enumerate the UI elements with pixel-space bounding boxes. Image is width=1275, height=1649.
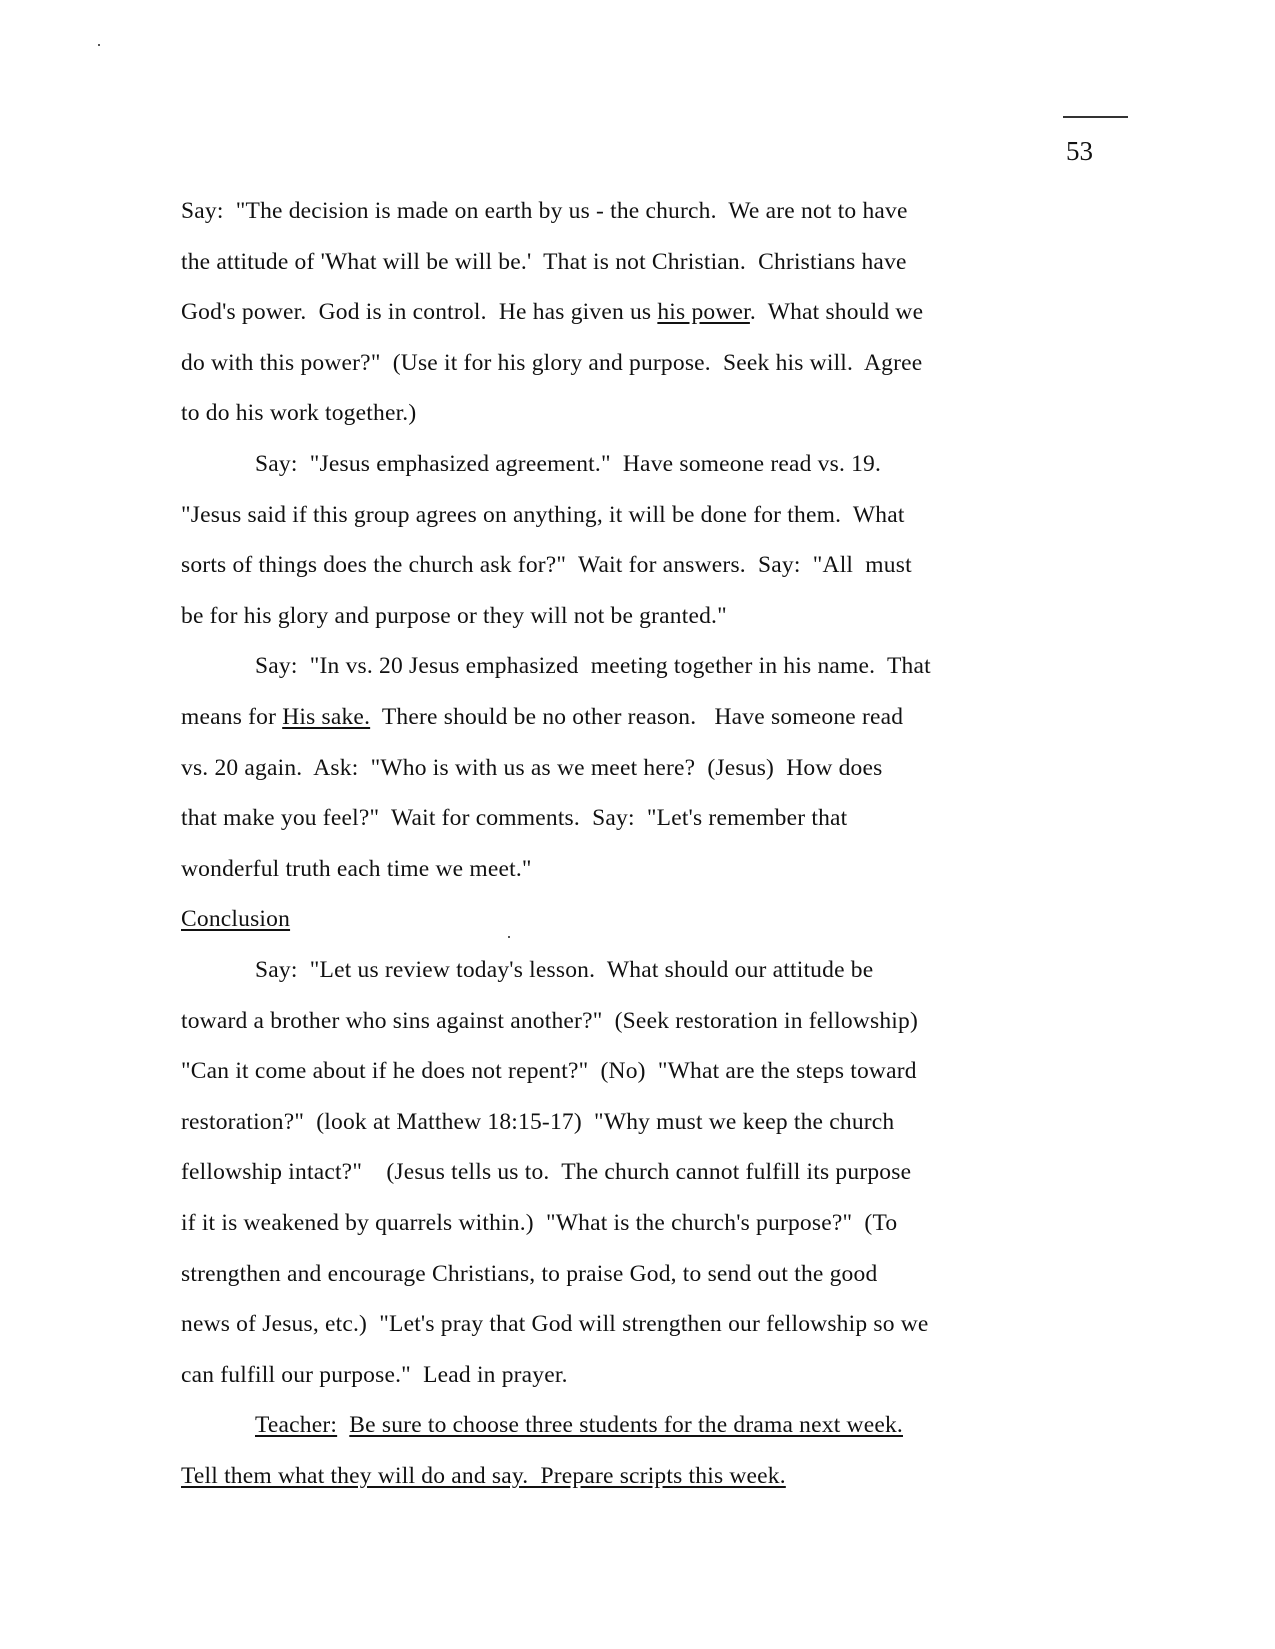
text-segment: restoration?" (look at Matthew 18:15-17) "Why must we keep the church [181, 1108, 895, 1135]
text-segment [337, 1412, 349, 1438]
text-line [181, 200, 908, 224]
text-segment: "Can it come about if he does not repent?" (No) "What are the steps toward [181, 1058, 917, 1085]
text-segment: God's power. God is in control. He has given us [181, 299, 658, 326]
text-line [181, 1108, 895, 1135]
text-line [181, 349, 923, 376]
text-line [181, 1260, 878, 1287]
text-segment: news of Jesus, etc.) "Let's pray that God will strengthen our fellowship so we [181, 1311, 929, 1338]
text-line [255, 1414, 903, 1438]
text-segment: to do his work together.) [181, 400, 417, 427]
text-segment: . What should we [749, 299, 924, 326]
text-line [181, 754, 883, 781]
text-line [181, 602, 727, 629]
text-line [181, 501, 905, 528]
text-line [181, 248, 907, 275]
page-number: 53 [1066, 136, 1093, 166]
text-line [255, 959, 873, 983]
underlined-text: Teacher: [255, 1412, 338, 1439]
text-segment: means for [181, 704, 283, 730]
underlined-text: his power [657, 299, 750, 326]
text-line [181, 554, 912, 578]
text-segment: "Jesus said if this group agrees on anything, it will be done for them. What [181, 501, 905, 528]
text-segment: strengthen and encourage Christians, to praise God, to send out the good [181, 1260, 878, 1287]
text-line [181, 1060, 917, 1084]
text-line [181, 402, 416, 426]
text-segment: Say: "Let us review today's lesson. What should our attitude be [255, 957, 874, 983]
text-line [181, 807, 847, 831]
text-segment: Say: "The decision is made on earth by us - the church. We are not to have [181, 198, 908, 224]
text-line [181, 1313, 929, 1337]
text-line [181, 301, 923, 325]
scan-speck [508, 936, 510, 938]
text-line [181, 1361, 568, 1388]
text-segment: can fulfill our purpose." Lead in prayer. [181, 1361, 568, 1388]
text-segment: do with this power?" (Use it for his glory and purpose. Seek his will. Agree [181, 349, 923, 376]
scan-speck [98, 44, 100, 46]
text-line [181, 1161, 911, 1185]
text-segment: if it is weakened by quarrels within.) "What is the church's purpose?" (To [181, 1210, 898, 1236]
text-line [181, 1007, 918, 1034]
text-line [181, 1465, 786, 1489]
text-segment: vs. 20 again. Ask: "Who is with us as we meet here? (Jesus) How does [181, 754, 883, 781]
text-line [181, 706, 903, 730]
text-line [181, 855, 532, 882]
underlined-text: Conclusion [181, 906, 291, 933]
text-line [255, 453, 881, 477]
text-line [181, 908, 290, 932]
text-segment: that make you feel?" Wait for comments. Say: "Let's remember that [181, 805, 848, 832]
text-segment: the attitude of 'What will be will be.' That is not Christian. Christians have [181, 248, 907, 275]
page-number-rule [1063, 116, 1128, 118]
text-segment: wonderful truth each time we meet." [181, 855, 532, 882]
text-segment: There should be no other reason. Have someone read [370, 704, 904, 730]
text-segment: sorts of things does the church ask for?" Wait for answers. Say: "All must [181, 552, 912, 579]
text-segment: fellowship intact?" (Jesus tells us to. The church cannot fulfill its purpose [181, 1159, 912, 1186]
underlined-text: His sake. [282, 704, 371, 730]
underlined-text: Tell them what they will do and say. Prepare scripts this week. [181, 1463, 786, 1489]
underlined-text: Be sure to choose three students for the drama next week. [349, 1412, 903, 1439]
text-segment: Say: "Jesus emphasized agreement." Have someone read vs. 19. [255, 451, 882, 477]
text-line [181, 1212, 897, 1236]
text-segment: Say: "In vs. 20 Jesus emphasized meeting together in his name. That [255, 653, 931, 680]
text-segment: toward a brother who sins against another?" (Seek restoration in fellowship) [181, 1007, 918, 1034]
text-line [255, 655, 931, 679]
text-segment: be for his glory and purpose or they will not be granted." [181, 602, 727, 629]
